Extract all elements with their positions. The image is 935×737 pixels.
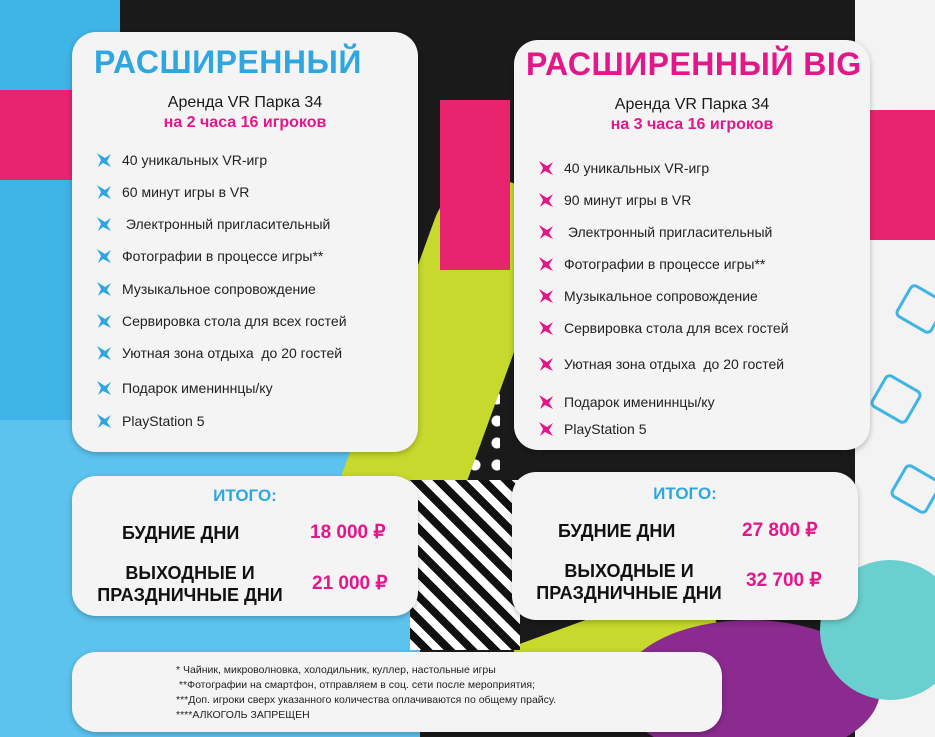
package-card-extended [72,32,418,452]
rent-subtitle: Аренда VR Парка 34 [167,94,323,111]
package-card-extended-big [514,40,870,450]
duration-subtitle: на 3 часа 16 игроков [610,116,774,133]
feature-item: Электронный пригласительный [538,224,772,240]
totals-card [72,476,418,616]
feature-item: PlayStation 5 [96,413,205,429]
star-icon [96,345,112,361]
feature-item: 40 уникальных VR-игр [96,152,267,168]
star-icon [538,160,554,176]
weekend-label: ВЫХОДНЫЕ И ПРАЗДНИЧНЫЕ ДНИ [97,563,283,605]
star-icon [538,256,554,272]
footnote: * Чайник, микроволновка, холодильник, куллер, настольные игры [176,664,496,676]
star-icon [96,184,112,200]
weekday-price: 27 800 ₽ [742,520,818,541]
star-icon [96,380,112,396]
star-icon [538,356,554,372]
footnote: ***Доп. игроки сверх указанного количества оплачиваются по общему прайсу. [176,694,557,706]
feature-item: Музыкальное сопровождение [538,288,758,304]
star-icon [96,216,112,232]
feature-item: Подарок имениннцы/ку [96,380,273,396]
star-icon [96,281,112,297]
feature-item: Подарок имениннцы/ку [538,394,715,410]
star-icon [96,313,112,329]
feature-item: 40 уникальных VR-игр [538,160,709,176]
star-icon [96,248,112,264]
rent-subtitle: Аренда VR Парка 34 [614,96,770,113]
feature-item: Уютная зона отдыха до 20 гостей [538,356,784,372]
star-icon [96,413,112,429]
feature-item: 60 минут игры в VR [96,184,249,200]
star-icon [538,224,554,240]
footnote: **Фотографии на смартфон, отправляем в соц. сети после мероприятия; [176,679,535,691]
star-icon [538,288,554,304]
feature-item: PlayStation 5 [538,421,647,437]
weekday-label: БУДНИЕ ДНИ [122,523,240,543]
package-title: РАСШИРЕННЫЙ [94,44,362,80]
duration-subtitle: на 2 часа 16 игроков [163,114,327,131]
weekday-price: 18 000 ₽ [310,522,386,543]
total-heading: ИТОГО: [653,484,717,503]
footnotes-card [72,652,722,732]
star-icon [538,421,554,437]
feature-item: Электронный пригласительный [96,216,330,232]
totals-card [512,472,858,620]
feature-item: Уютная зона отдыха до 20 гостей [96,345,342,361]
package-title: РАСШИРЕННЫЙ BIG [526,46,862,82]
feature-item: Сервировка стола для всех гостей [538,320,789,336]
star-icon [538,394,554,410]
feature-item: Фотографии в процессе игры** [96,248,323,264]
total-heading: ИТОГО: [213,486,277,505]
weekend-price: 21 000 ₽ [312,573,388,594]
feature-item: Сервировка стола для всех гостей [96,313,347,329]
weekend-price: 32 700 ₽ [746,570,822,591]
weekday-label: БУДНИЕ ДНИ [558,521,676,541]
feature-item: Фотографии в процессе игры** [538,256,765,272]
footnote: ****АЛКОГОЛЬ ЗАПРЕЩЕН [176,709,310,721]
weekend-label: ВЫХОДНЫЕ И ПРАЗДНИЧНЫЕ ДНИ [536,561,722,603]
star-icon [538,192,554,208]
star-icon [538,320,554,336]
feature-item: 90 минут игры в VR [538,192,691,208]
star-icon [96,152,112,168]
feature-item: Музыкальное сопровождение [96,281,316,297]
